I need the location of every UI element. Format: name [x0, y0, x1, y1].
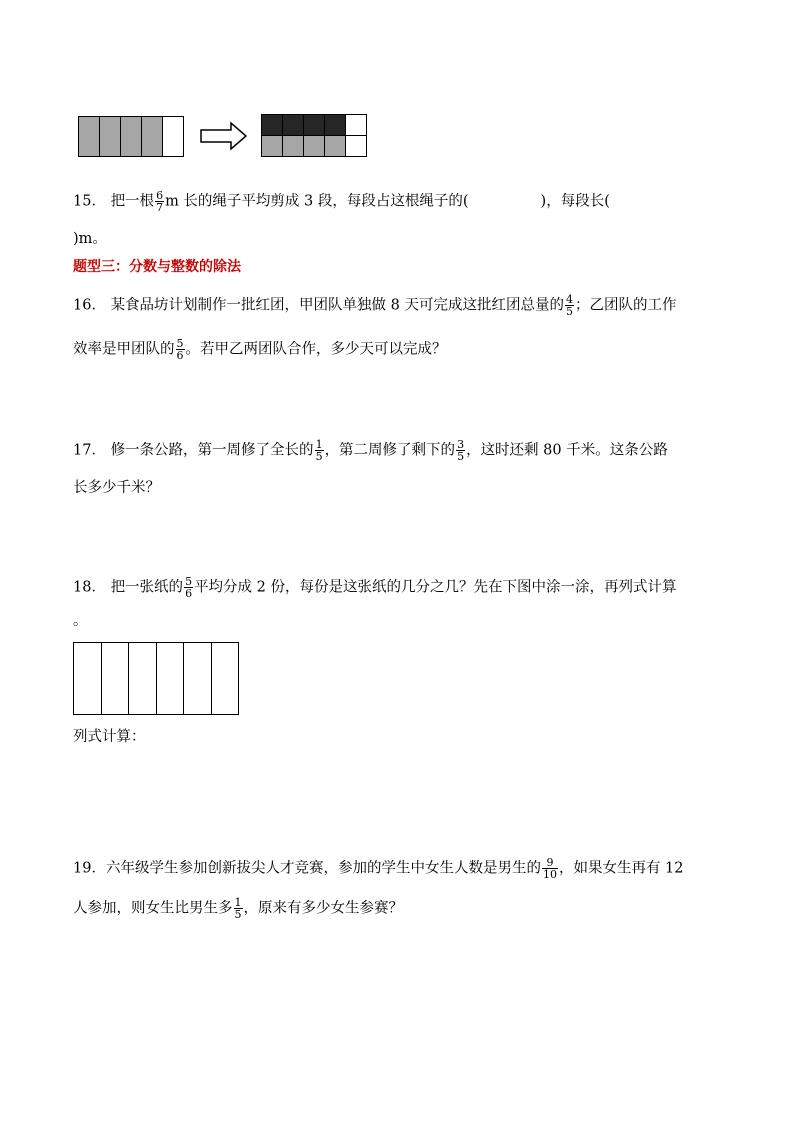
fraction — [315, 439, 324, 462]
question-number: 15． — [73, 193, 106, 210]
grid-column[interactable] — [74, 643, 102, 714]
fraction — [542, 857, 558, 880]
question-15 — [73, 190, 610, 213]
right-bar-bottom-part — [282, 135, 304, 157]
numerator: 9 — [546, 856, 554, 869]
right-bar-bottom-part — [345, 135, 367, 157]
question-17-cont — [73, 478, 160, 498]
question-number: 17． — [73, 442, 106, 459]
denominator: 5 — [234, 908, 242, 921]
question-text: 效率是甲团队的 — [73, 341, 175, 358]
grid-column[interactable] — [129, 643, 157, 714]
numerator: 5 — [185, 575, 193, 588]
numerator: 1 — [315, 438, 323, 451]
question-text: ，第二周修了剩下的 — [324, 442, 456, 459]
denominator: 5 — [566, 305, 574, 318]
question-17 — [73, 439, 668, 462]
left-bar-part — [120, 116, 142, 157]
right-bar-bottom-part — [261, 135, 283, 157]
numerator: 6 — [156, 189, 164, 202]
right-bar-top-part — [282, 114, 304, 136]
question-text: 修一条公路，第一周修了全长的 — [110, 442, 314, 459]
question-16-cont — [73, 338, 447, 361]
question-15-cont — [73, 229, 107, 249]
right-bar-top-part — [261, 114, 283, 136]
question-19-cont — [73, 897, 403, 920]
question-text: 把一张纸的 — [110, 579, 184, 596]
left-bar-part — [162, 116, 184, 157]
question-text: ，如果女生再有 12 — [558, 860, 684, 877]
question-18-cont — [73, 611, 88, 631]
denominator: 5 — [457, 450, 465, 463]
right-bar-top-part — [324, 114, 346, 136]
numerator: 5 — [176, 337, 184, 350]
question-text: 某食品坊计划制作一批红团，甲团队单独做 8 天可完成这批红团总量的 — [110, 297, 565, 314]
question-number: 18． — [73, 579, 106, 596]
right-arrow-outline-icon — [200, 121, 248, 151]
question-text: 平均分成 2 份，每份是这张纸的几分之几？先在下图中涂一涂，再列式计算 — [194, 579, 677, 596]
left-bar-part — [141, 116, 163, 157]
fraction — [456, 439, 465, 462]
question-text: 长多少千米？ — [73, 480, 160, 496]
denominator: 5 — [315, 450, 323, 463]
calc-label: 列式计算： — [73, 729, 146, 745]
question-text: ，原来有多少女生参赛？ — [243, 900, 403, 917]
grid-column[interactable] — [102, 643, 130, 714]
question-text: ，这时还剩 80 千米。这条公路 — [466, 442, 668, 459]
question-18 — [73, 576, 677, 599]
grid-column[interactable] — [184, 643, 212, 714]
right-bar-bottom-part — [303, 135, 325, 157]
question-text: 。 — [73, 613, 88, 629]
fraction — [184, 576, 193, 599]
right-bar-bottom-part — [324, 135, 346, 157]
right-bar-top-part — [345, 114, 367, 136]
question-text: 把一根 — [110, 193, 155, 210]
denominator: 6 — [176, 349, 184, 362]
grid-column[interactable] — [212, 643, 239, 714]
left-bar-part — [99, 116, 121, 157]
question-text: 人参加，则女生比男生多 — [73, 900, 233, 917]
fraction — [234, 897, 243, 920]
question-number: 19． — [73, 860, 106, 877]
fraction — [155, 190, 164, 213]
question-text: ；乙团队的工作 — [575, 297, 677, 314]
section-heading: 题型三：分数与整数的除法 — [73, 259, 241, 275]
question-number: 16． — [73, 297, 106, 314]
numerator: 3 — [457, 438, 465, 451]
question-text: m 长的绳子平均剪成 3 段，每段占这根绳子的( — [165, 193, 469, 210]
question-text: )，每段长( — [540, 193, 610, 210]
fraction — [176, 338, 185, 361]
denominator: 7 — [156, 201, 164, 214]
question-text: 六年级学生参加创新拔尖人才竞赛，参加的学生中女生人数是男生的 — [105, 860, 541, 877]
question-text: )m。 — [73, 231, 107, 247]
paper-grid[interactable] — [73, 642, 239, 715]
question-19 — [73, 857, 684, 880]
numerator: 1 — [234, 896, 242, 909]
question-16 — [73, 294, 677, 317]
left-bar-part — [78, 116, 100, 157]
denominator: 6 — [185, 587, 193, 600]
denominator: 10 — [542, 868, 557, 881]
fraction — [565, 294, 574, 317]
numerator: 4 — [566, 293, 574, 306]
question-text: 。若甲乙两团队合作，多少天可以完成？ — [185, 341, 447, 358]
right-bar-top-part — [303, 114, 325, 136]
grid-column[interactable] — [157, 643, 185, 714]
